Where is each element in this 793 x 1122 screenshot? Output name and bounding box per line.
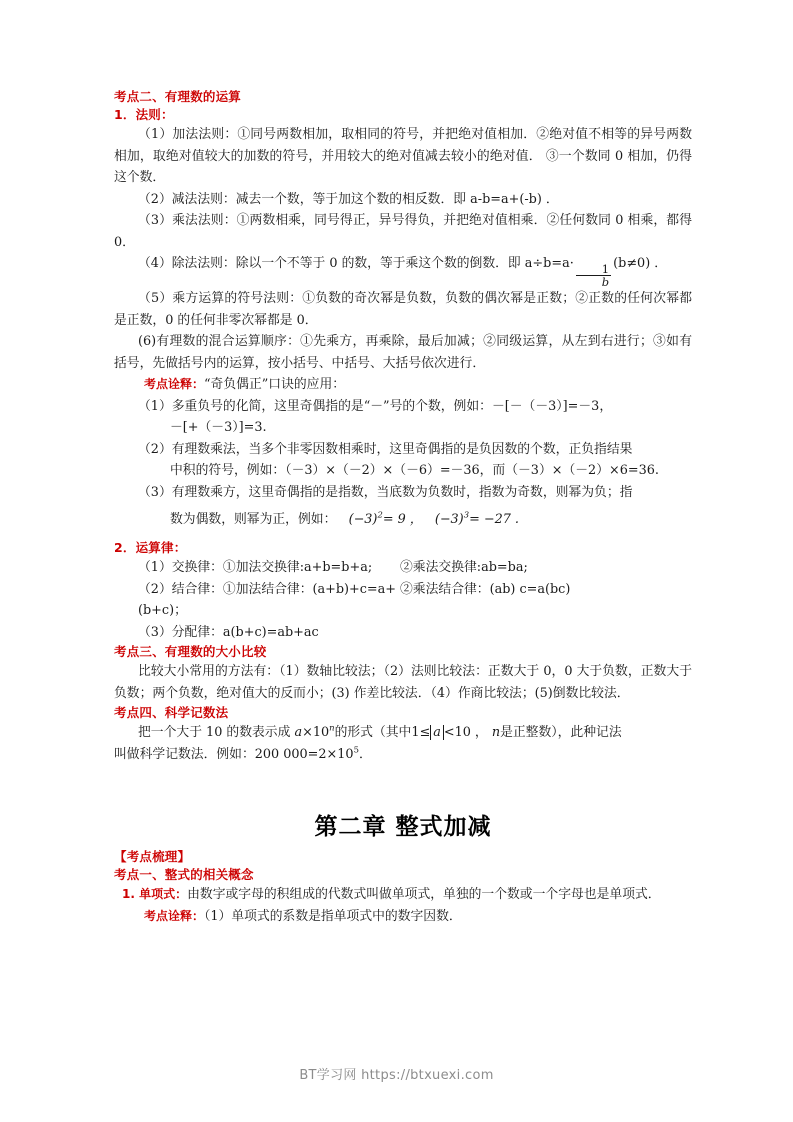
sci-times-ten: ×10 bbox=[302, 725, 330, 741]
annotation-label: 考点诠释： bbox=[144, 377, 205, 392]
compare-body: 比较大小常用的方法有：（1）数轴比较法；（2）法则比较法：正数大于 0，0 大于负数，正数大于负数；两个负数，绝对值大的反而小；(3) 作差比较法．（4）作商比较法；(5)倒数比较法． bbox=[114, 664, 692, 701]
heading-polynomial-concepts: 考点一、整式的相关概念 bbox=[114, 867, 254, 883]
sci-part-3: <10 ， bbox=[443, 725, 488, 741]
sci-var-a: a bbox=[294, 725, 303, 741]
formula-1-rest: = 9 ， bbox=[382, 512, 423, 528]
rule-power-sign: （5）乘方运算的符号法则：①负数的奇次幂是负数，负数的偶次幂是正数；②正数的任何次幂都是正数，0 的任何非零次幂都是 0． bbox=[114, 291, 692, 328]
annotation-item-3-prefix: 数为偶数，则幂为正，例如： bbox=[170, 512, 337, 528]
annotation-item-3-line2 bbox=[114, 503, 692, 537]
law-associative-addition: （2）结合律：①加法结合律：(a+b)+c=a+(b+c)； bbox=[138, 581, 396, 619]
sci-part-2: 的形式（其中1≤ bbox=[334, 725, 431, 741]
law-row-distributive bbox=[114, 622, 692, 644]
heading-scientific-notation: 考点四、科学记数法 bbox=[114, 705, 229, 721]
annotation-item-2-line1: （2）有理数乘法，当多个非零因数相乘时，这里奇偶指的是负因数的个数，正负指结果 bbox=[138, 441, 633, 457]
sci-abs-a: a bbox=[430, 725, 444, 740]
heading-compare-rationals: 考点三、有理数的大小比较 bbox=[114, 644, 267, 660]
law-distributive: （3）分配律：a(b+c)=ab+ac bbox=[138, 624, 319, 640]
fraction-one-over-b bbox=[576, 263, 611, 288]
law-distributive-empty bbox=[400, 622, 692, 644]
chapter-annotation-label: 考点诠释： bbox=[144, 908, 205, 923]
rule-division bbox=[114, 253, 692, 288]
rule-division-suffix: (b≠0) ． bbox=[613, 256, 668, 271]
sci-exponent-n: n bbox=[329, 723, 335, 734]
page-content bbox=[114, 88, 692, 927]
chapter-title: 第二章 整式加减 bbox=[314, 814, 492, 841]
sci-var-n: n bbox=[491, 725, 501, 741]
formula-neg3-squared: $(-3)^2= 9$ ， bbox=[348, 510, 423, 528]
exponent-3: 3 bbox=[463, 510, 470, 521]
monomial-body: 由数字或字母的积组成的代数式叫做单项式，单独的一个数或一个字母也是单项式． bbox=[187, 887, 661, 903]
law-commutative-addition: （1）交换律：①加法交换律:a+b=b+a; bbox=[138, 560, 373, 576]
sci-example-prefix: 叫做科学记数法．例如：200 000=2×10 bbox=[114, 746, 354, 762]
sci-example-suffix: ． bbox=[358, 746, 372, 762]
monomial-label: 1. 单项式： bbox=[122, 887, 188, 902]
annotation-title: “奇负偶正”口诀的应用： bbox=[204, 377, 346, 393]
footer-watermark bbox=[0, 1064, 793, 1083]
fraction-numerator: 1 bbox=[601, 262, 610, 277]
sci-part-4: 是正整数），此种记法 bbox=[500, 725, 622, 741]
annotation-item-3-line1: （3）有理数乘方，这里奇偶指的是指数，当底数为负数时，指数为奇数，则幂为负；指 bbox=[138, 484, 633, 500]
annotation-item-1-line1: （1）多重负号的化简，这里奇偶指的是“－”号的个数，例如：－[－（－3）]=－3， bbox=[138, 398, 613, 414]
annotation-odd-even bbox=[114, 374, 692, 396]
rule-division-prefix: （4）除法法则：除以一个不等于 0 的数，等于乘这个数的倒数．即 a÷b=a· bbox=[138, 256, 574, 271]
annotation-item-2-line2: 中积的符号，例如：（－3）×（－2）×（－6）=－36，而（－3）×（－2）×6=36. bbox=[170, 463, 659, 479]
fraction-denominator: b bbox=[576, 275, 611, 288]
heading-operation-laws: 2．运算律： bbox=[114, 540, 187, 556]
formula-neg3-cubed: $(-3)^3= -27$ . bbox=[434, 510, 519, 528]
rule-mixed-order: (6)有理数的混合运算顺序：①先乘方，再乘除，最后加减；②同级运算，从左到右进行；③如有括号，先做括号内的运算，按小括号、中括号、大括号依次进行． bbox=[114, 334, 692, 371]
rule-addition: （1）加法法则：①同号两数相加，取相同的符号，并把绝对值相加．②绝对值不相等的异号两数相加，取绝对值较大的加数的符号，并用较大的绝对值减去较小的绝对值． ③一个数同 0 相加，仍得这个数． bbox=[114, 127, 692, 185]
heading-knowledge-review: 【考点梳理】 bbox=[114, 849, 191, 865]
formula-2-rest: = −27 . bbox=[469, 512, 519, 528]
annotation-item-1-line2: －[+（－3）]=3. bbox=[170, 420, 267, 436]
chapter-annotation bbox=[114, 906, 692, 928]
law-commutative-multiplication: ②乘法交换律:ab=ba; bbox=[400, 560, 528, 576]
heading-rational-operations: 考点二、有理数的运算 bbox=[114, 89, 242, 104]
rule-subtraction: （2）减法法则：减去一个数，等于加这个数的相反数．即 a-b=a+(-b) ． bbox=[138, 191, 559, 207]
monomial-definition bbox=[114, 884, 692, 906]
chapter-annotation-body: （1）单项式的系数是指单项式中的数字因数． bbox=[204, 908, 462, 924]
rule-multiplication: （3）乘法法则：①两数相乘，同号得正，异号得负，并把绝对值相乘．②任何数同 0 相乘，都得 0． bbox=[114, 213, 692, 250]
exponent-2: 2 bbox=[377, 510, 383, 521]
law-row-commutative bbox=[114, 557, 692, 579]
sci-part-1: 把一个大于 10 的数表示成 bbox=[138, 725, 291, 741]
law-row-associative bbox=[114, 579, 692, 622]
sci-example-exponent: 5 bbox=[353, 744, 359, 755]
heading-rules: 1．法则： bbox=[114, 107, 174, 122]
watermark-text: BT学习网 https://btxuexi.com bbox=[299, 1068, 494, 1083]
scientific-line-2 bbox=[114, 744, 692, 766]
law-associative-multiplication: ②乘法结合律：(ab) c=a(bc) bbox=[400, 581, 571, 597]
scientific-line-1 bbox=[114, 722, 692, 744]
